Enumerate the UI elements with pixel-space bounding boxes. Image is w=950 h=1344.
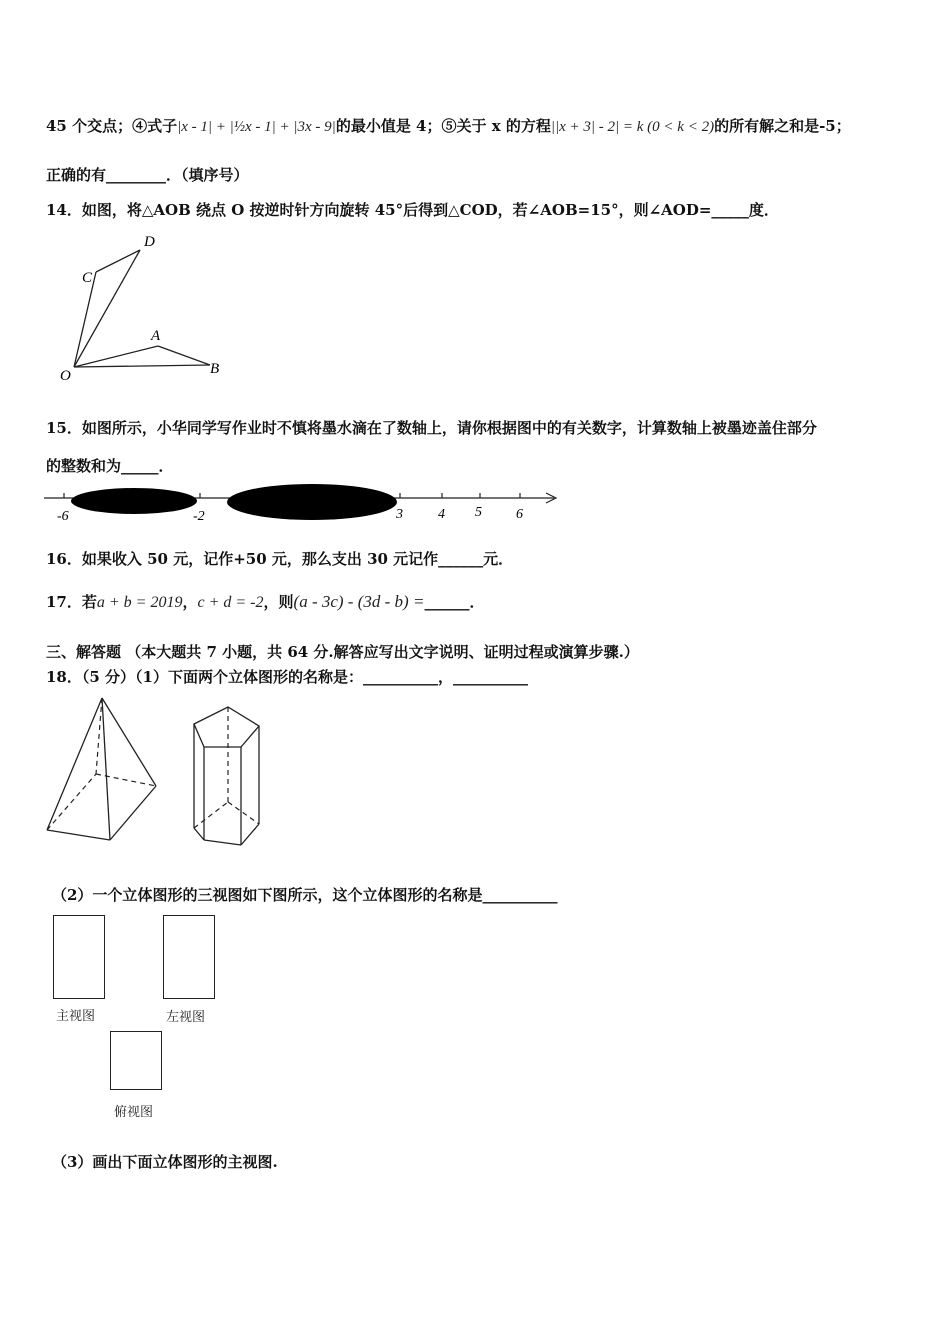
q14-text: 14．如图，将△AOB 绕点 O 按逆时针方向旋转 45°后得到△COD，若∠AOB=15°，则∠AOD=_____度． bbox=[46, 201, 779, 219]
label-O: O bbox=[60, 368, 71, 384]
q13-abs-expression: |x - 1| + |½x - 1| + |3x - 9| bbox=[177, 119, 336, 135]
q18-part2: （2）一个立体图形的三视图如下图所示，这个立体图形的名称是__________ bbox=[52, 886, 558, 904]
label-B: B bbox=[210, 361, 220, 377]
pyramid-figure bbox=[44, 694, 164, 844]
left-view-label: 左视图 bbox=[166, 1010, 206, 1025]
q17-condition-2: c + d = -2 bbox=[197, 594, 264, 611]
tick-label-neg2: -2 bbox=[193, 509, 205, 524]
q13-mid: 的最小值是 4；⑤关于 x 的方程 bbox=[335, 117, 551, 135]
q17-condition-1: a + b = 2019 bbox=[96, 594, 183, 611]
front-view-rect bbox=[53, 915, 105, 999]
q17-line bbox=[46, 591, 484, 612]
pentagonal-prism-figure bbox=[188, 702, 268, 852]
top-view-rect bbox=[110, 1031, 162, 1090]
q15-line2: 的整数和为_____． bbox=[46, 457, 174, 475]
q17-prefix: 17．若 bbox=[46, 593, 97, 611]
label-A: A bbox=[151, 328, 161, 344]
q17-then: ，则 bbox=[263, 593, 294, 611]
q18-part1: 18．（5 分）（1）下面两个立体图形的名称是：__________，__________ bbox=[46, 668, 528, 686]
front-view-label: 主视图 bbox=[56, 1009, 96, 1024]
q13-equation: ||x + 3| - 2| = k (0 < k < 2) bbox=[550, 119, 715, 135]
top-view-label: 俯视图 bbox=[114, 1105, 154, 1120]
q17-blank: ______． bbox=[424, 593, 485, 611]
q13-answer-line: 正确的有________．（填序号） bbox=[46, 166, 249, 184]
left-view-rect bbox=[163, 915, 215, 999]
tick-label-6: 6 bbox=[516, 507, 523, 522]
q14-rotation-figure bbox=[50, 230, 240, 390]
tick-label-3: 3 bbox=[396, 507, 403, 522]
label-C: C bbox=[82, 270, 93, 286]
ink-blot-left bbox=[71, 488, 197, 514]
q13-suffix: 的所有解之和是-5； bbox=[714, 117, 851, 135]
ink-blot-right bbox=[227, 484, 397, 520]
q17-expression: (a - 3c) - (3d - b) = bbox=[293, 592, 425, 611]
q15-line1: 15．如图所示，小华同学写作业时不慎将墨水滴在了数轴上，请你根据图中的有关数字，计算数轴上被墨迹盖住部分 bbox=[46, 419, 817, 437]
tick-label-4: 4 bbox=[438, 507, 445, 522]
q18-part3: （3）画出下面立体图形的主视图. bbox=[52, 1153, 278, 1171]
q17-sep: ， bbox=[182, 593, 198, 611]
q15-number-line bbox=[44, 482, 564, 524]
tick-label-neg6: -6 bbox=[57, 509, 69, 524]
section3-title: 三、解答题 （本大题共 7 小题，共 64 分.解答应写出文字说明、证明过程或演算步骤.） bbox=[46, 643, 639, 661]
q13-line1 bbox=[46, 115, 851, 136]
tick-label-5: 5 bbox=[475, 505, 482, 520]
label-D: D bbox=[144, 234, 155, 250]
q16-text: 16．如果收入 50 元，记作+50 元，那么支出 30 元记作______元． bbox=[46, 550, 514, 568]
q13-prefix: 45 个交点；④式子 bbox=[46, 117, 178, 135]
